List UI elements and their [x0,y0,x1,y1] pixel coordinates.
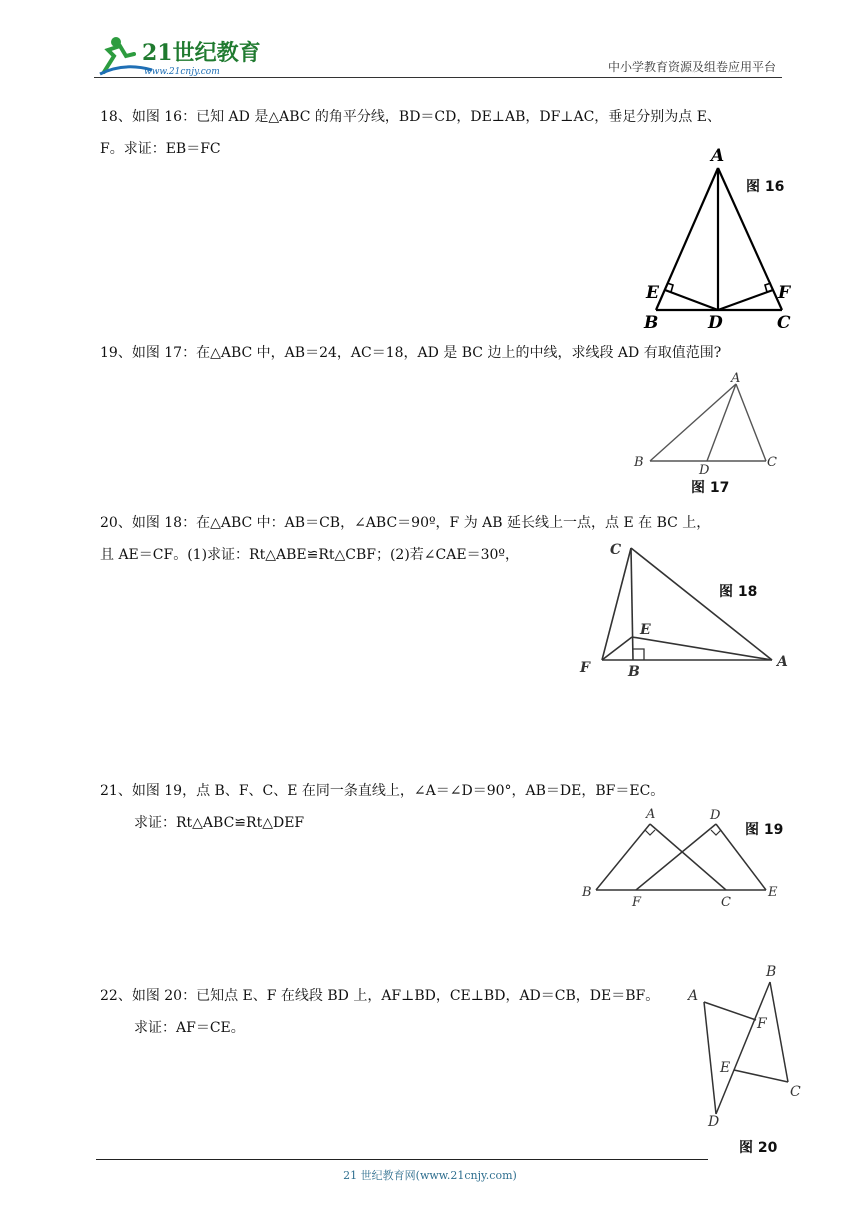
point-label-D: D [708,313,723,332]
line-AC [736,384,766,461]
point-label-B: B [644,313,659,332]
point-label-F: F [778,283,791,303]
line-AC [718,168,785,310]
line-AD [704,1002,716,1114]
point-label-C: C [610,542,622,558]
right-angle-A [645,830,655,835]
logo-url: www.21cnjy.com [144,67,220,77]
point-label-A: A [711,146,725,166]
point-label-C: C [777,313,791,332]
point-label-B: B [766,964,777,980]
line-EA [632,637,772,660]
site-logo [94,32,274,78]
point-label-E: E [720,1060,731,1076]
line-FD [636,824,716,890]
point-label-B: B [634,455,644,470]
line-CF [602,548,631,660]
q21-line1: 21、如图 19，点 B、F、C、E 在同一条直线上，∠A＝∠D＝90°，AB＝DE，BF＝EC。 [100,783,665,799]
point-label-D: D [710,808,721,823]
figure-16 [640,140,800,332]
line-DE [665,290,718,310]
figure-17-label: 图 17 [691,480,730,496]
point-label-E: E [640,622,651,638]
q20-line2: 且 AE＝CF。(1)求证：Rt△ABE≌Rt△CBF；(2)若∠CAE＝30º， [100,547,519,563]
platform-name: 中小学教育资源及组卷应用平台 [607,60,776,74]
line-AB [656,168,718,310]
line-DF [718,290,773,310]
line-BC [770,982,788,1082]
point-label-B: B [628,664,640,680]
question-19 [100,337,790,369]
line-BA [596,824,650,890]
q22-line2: 求证：AF＝CE。 [134,1020,245,1036]
point-label-A: A [777,654,788,670]
q20-line1: 20、如图 18：在△ABC 中：AB＝CB，∠ABC＝90º，F 为 AB 延长线上一点，点 E 在 BC 上， [100,515,711,531]
figure-18 [574,534,800,682]
footer-text: 21 世纪教育网(www.21cnjy.com) [343,1169,517,1182]
q18-line2: F。求证：EB＝FC [100,141,221,157]
figure-19-label: 图 19 [745,822,784,838]
figure-20-label: 图 20 [739,1140,778,1156]
figure-17 [628,368,788,478]
point-label-B: B [582,885,592,900]
q22-line1: 22、如图 20：已知点 E、F 在线段 BD 上，AF⊥BD，CE⊥BD，AD＝CB，DE＝BF。 [100,988,660,1004]
line-DE [716,824,766,890]
point-label-A: A [646,807,656,822]
point-label-F: F [632,895,642,910]
q19-line1: 19、如图 17：在△ABC 中，AB＝24，AC＝18，AD 是 BC 边上的中线，求线段 AD 有取值范围? [100,345,722,361]
logo-text: 21世纪教育 [142,40,261,66]
point-label-E: E [646,283,659,303]
q21-line2: 求证：Rt△ABC≌Rt△DEF [134,815,305,831]
figure-20 [684,958,810,1130]
line-CB [631,548,633,660]
q18-line1: 18、如图 16：已知 AD 是△ABC 的角平分线，BD＝CD，DE⊥AB，DF⊥AC，垂足分别为点 E、 [100,109,721,125]
point-label-A: A [731,371,741,386]
figure-16-label: 图 16 [746,179,785,195]
point-label-C: C [721,895,731,910]
right-angle-B [633,649,644,660]
point-label-E: E [768,885,778,900]
point-label-D: D [699,463,710,478]
point-label-A: A [688,988,699,1004]
line-AB [650,384,736,461]
line-CE [734,1070,788,1082]
line-AF [704,1002,756,1020]
line-BD [716,982,770,1114]
point-label-D: D [708,1114,720,1130]
right-angle-D [711,830,721,835]
line-AD [707,384,736,461]
figure-19 [578,802,780,912]
point-label-F: F [580,660,590,676]
point-label-F: F [757,1016,767,1032]
figure-18-label: 图 18 [719,584,758,600]
footer-divider [96,1159,708,1160]
line-CA [631,548,772,660]
point-label-C: C [790,1084,801,1100]
header-divider [94,77,782,78]
point-label-C: C [767,455,777,470]
